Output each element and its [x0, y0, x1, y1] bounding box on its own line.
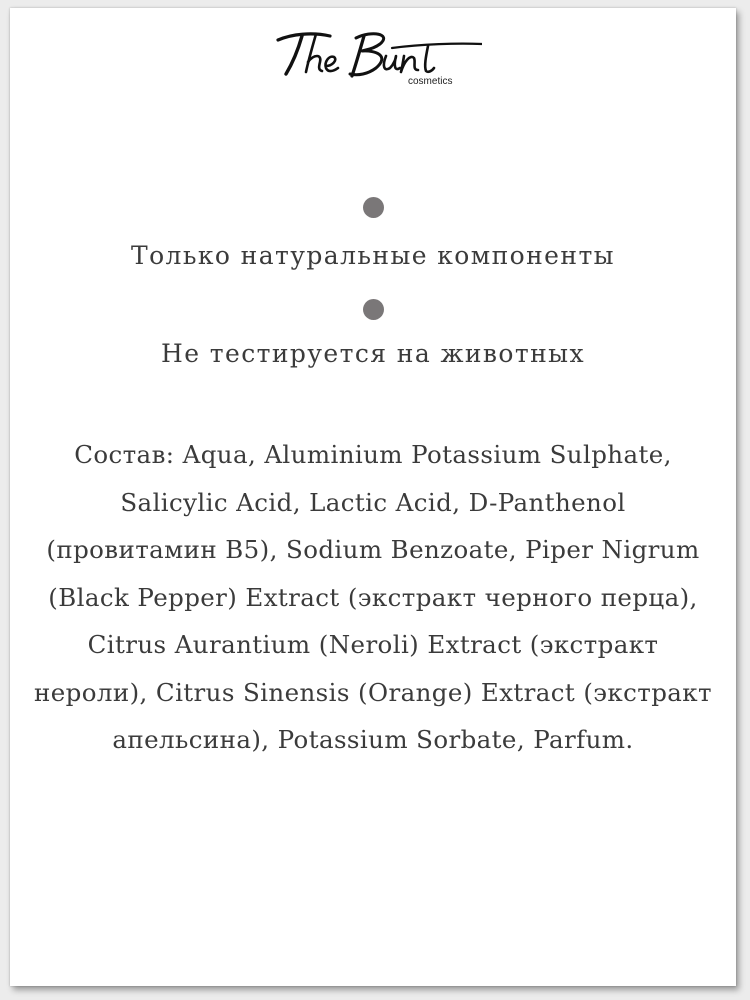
brand-logo	[272, 26, 482, 88]
ingredients-list: Состав: Aqua, Aluminium Potassium Sulphate, Salicylic Acid, Lactic Acid, D-Panthenol (провитамин B5), Sodium Benzoate, Piper Nigrum (Black Pepper) Extract (экстракт черного перца), Citrus Aurantium (Neroli) Extract (экстракт нероли), Citrus Sinensis (Orange) Extract (экстракт апельсина), Potassium Sorbate, Parfum.	[34, 440, 712, 754]
brand-logo-mark	[272, 26, 482, 88]
brand-subtitle: cosmetics	[408, 76, 453, 87]
feature-natural-ingredients: Только натуральные компоненты	[131, 241, 615, 270]
feature-bullet-icon	[363, 197, 384, 218]
product-info-card	[10, 8, 736, 986]
feature-cruelty-free: Не тестируется на животных	[161, 339, 585, 368]
feature-bullet-icon	[363, 299, 384, 320]
